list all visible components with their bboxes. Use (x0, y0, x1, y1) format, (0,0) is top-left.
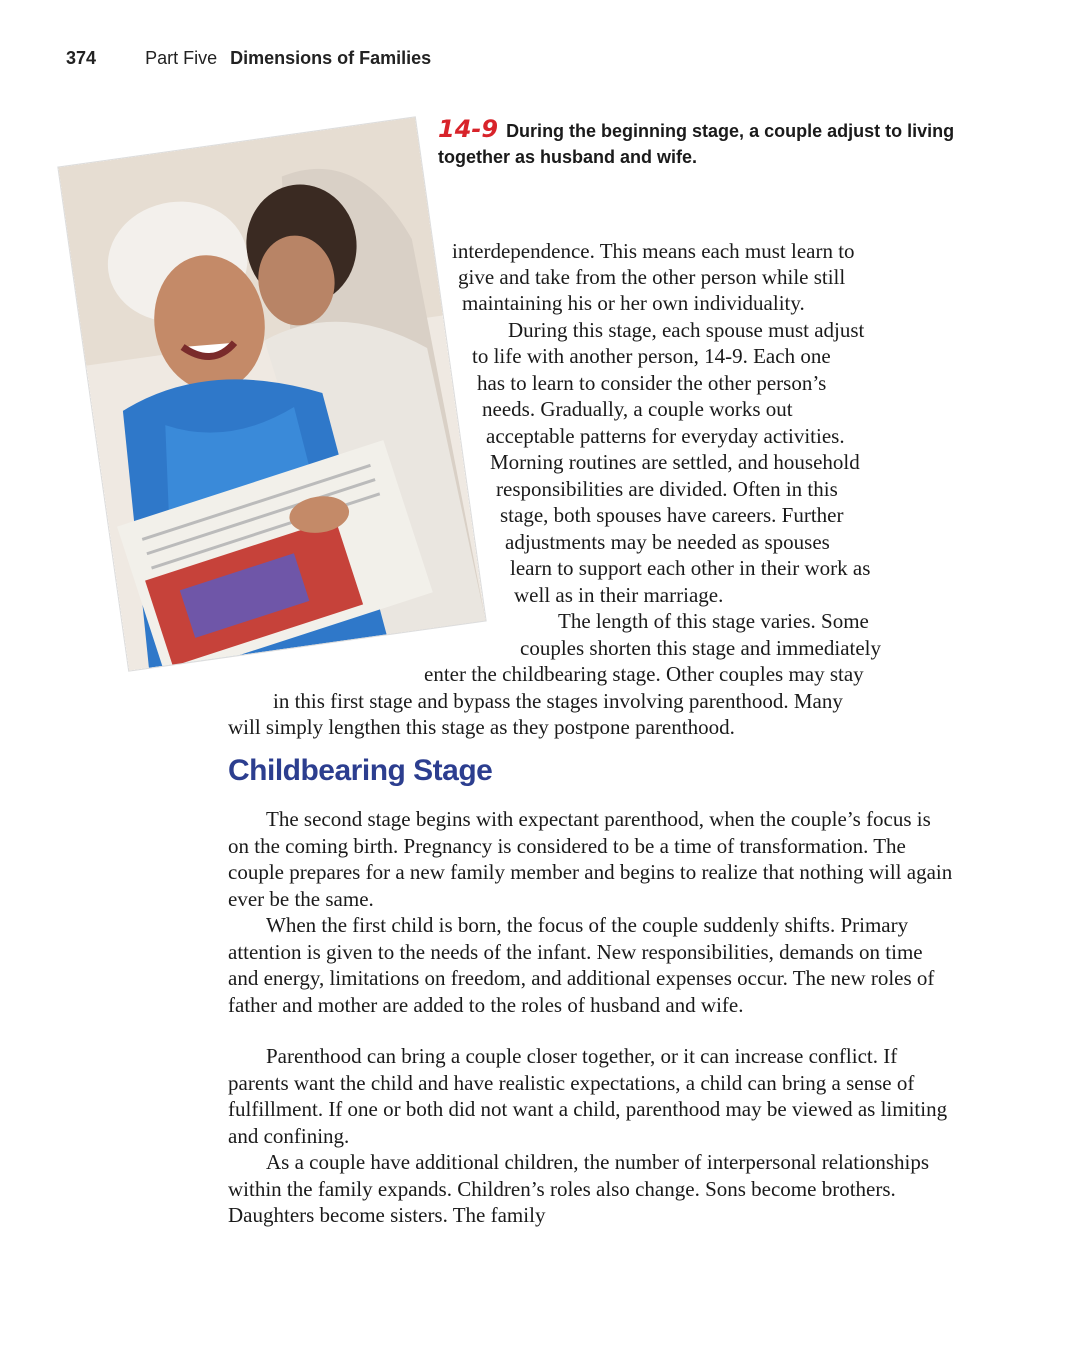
figure-number: 14-9 (438, 115, 499, 143)
section-title: Dimensions of Families (230, 48, 432, 68)
body-line: The length of this stage varies. Some (558, 609, 869, 633)
body-paragraph: The second stage begins with expectant parenthood, when the couple’s focus is on the coming birth. Pregnancy is considered to be a time of transformation. The couple prepares for a new family member and begins to realize that nothing will again ever be the same. (228, 807, 953, 911)
part-label: Part Five (145, 48, 218, 68)
body-paragraph: As a couple have additional children, the number of interpersonal relationships within the family expands. Children’s roles also change. Sons become brothers. Daughters become sisters. The family (228, 1150, 930, 1227)
body-line: learn to support each other in their work as (510, 556, 871, 580)
body-line: During this stage, each spouse must adjust (508, 318, 865, 342)
body-line: maintaining his or her own individuality. (462, 291, 805, 315)
body-line: Morning routines are settled, and household (490, 450, 860, 474)
body-line: stage, both spouses have careers. Further (500, 503, 844, 527)
body-line: well as in their marriage. (514, 583, 724, 607)
body-paragraph: When the first child is born, the focus of the couple suddenly shifts. Primary attention is given to the needs of the infant. New responsibilities, demands on time and energy, limitations on freedom, and additional expenses occur. The new roles of father and mother are added to the roles of husband and wife. (228, 913, 935, 1017)
body-line: give and take from the other person while still (458, 265, 846, 289)
page-number: 374 (66, 48, 97, 68)
body-line: will simply lengthen this stage as they postpone parenthood. (228, 715, 735, 739)
figure-caption-text: During the beginning stage, a couple adjust to living together as husband and wife. (438, 121, 955, 167)
body-line: in this first stage and bypass the stages involving parenthood. Many (273, 689, 843, 713)
body-line: adjustments may be needed as spouses (505, 530, 830, 554)
body-line: responsibilities are divided. Often in this (496, 477, 838, 501)
section-heading: Childbearing Stage (228, 754, 493, 787)
body-line: interdependence. This means each must learn to (452, 239, 855, 263)
body-line: to life with another person, 14-9. Each one (472, 344, 831, 368)
body-line: acceptable patterns for everyday activities. (486, 424, 845, 448)
body-line: couples shorten this stage and immediately (520, 636, 881, 660)
body-line: enter the childbearing stage. Other couples may stay (424, 662, 864, 686)
body-line: has to learn to consider the other person’s (477, 371, 827, 395)
body-paragraph: Parenthood can bring a couple closer together, or it can increase conflict. If parents want the child and have realistic expectations, a child can bring a sense of fulfillment. If one or both did not want a child, parenthood may be viewed as limiting and confining. (228, 1044, 948, 1148)
body-line: needs. Gradually, a couple works out (482, 397, 793, 421)
running-header (66, 48, 431, 69)
figure-caption (438, 116, 958, 170)
couple-photo (58, 117, 485, 670)
